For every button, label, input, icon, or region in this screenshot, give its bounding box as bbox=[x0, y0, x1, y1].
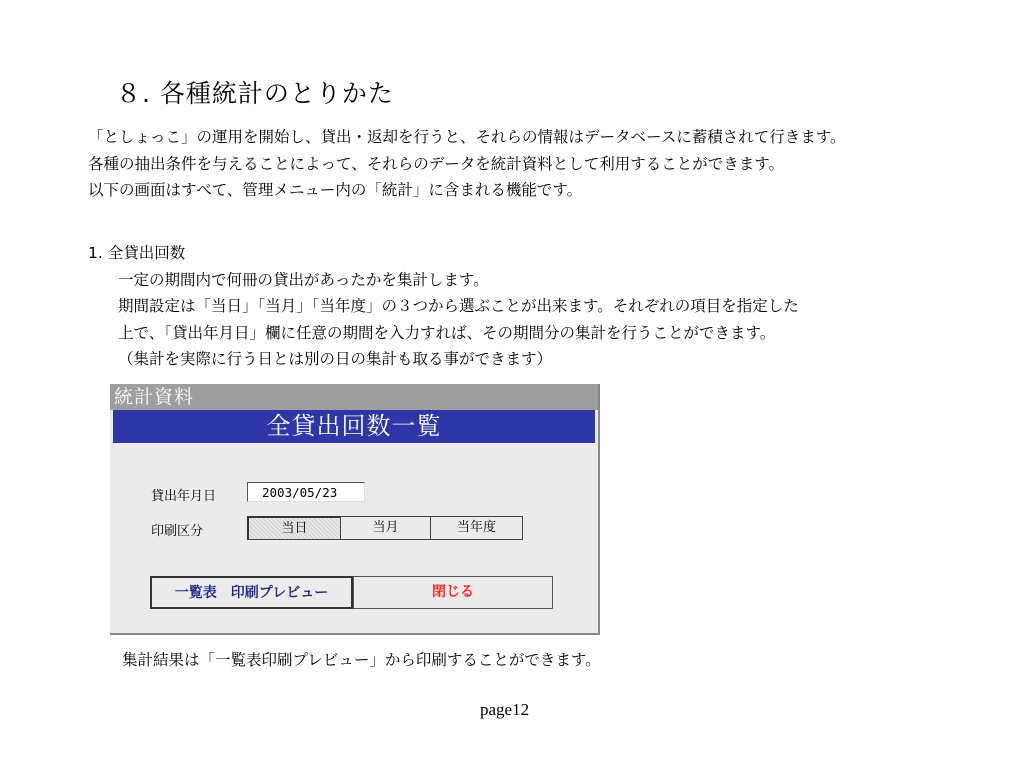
section-line: （集計を実際に行う日とは別の日の集計も取る事ができます） bbox=[118, 350, 553, 368]
date-input[interactable]: 2003/05/23 bbox=[247, 482, 365, 502]
section-line: 上で、「貸出年月日」欄に任意の期間を入力すれば、その期間分の集計を行うことができます。 bbox=[118, 323, 776, 342]
date-row bbox=[151, 485, 247, 504]
caption: 集計結果は「一覧表印刷プレビュー」から印刷することができます。 bbox=[122, 651, 601, 669]
section-line: 一定の期間内で何冊の貸出があったかを集計します。 bbox=[118, 270, 489, 289]
dialog-banner: 全貸出回数一覧 bbox=[113, 410, 595, 443]
section-1 bbox=[88, 240, 799, 373]
intro-line: 各種の抽出条件を与えることによって、それらのデータを統計資料として利用することができます。 bbox=[88, 154, 784, 173]
print-preview-button[interactable]: 一覧表 印刷プレビュー bbox=[150, 576, 353, 609]
print-label: 印刷区分 bbox=[151, 524, 204, 539]
segment-today[interactable]: 当日 bbox=[247, 516, 341, 540]
section-line: 期間設定は「当日」「当月」「当年度」の３つから選ぶことが出来ます。それぞれの項目を指定した bbox=[118, 297, 799, 315]
page-number: page12 bbox=[480, 700, 530, 719]
intro-paragraph bbox=[88, 124, 846, 204]
segment-month[interactable]: 当月 bbox=[340, 516, 431, 540]
intro-line: 以下の画面はすべて、管理メニュー内の「統計」に含まれる機能です。 bbox=[88, 181, 583, 199]
print-row bbox=[151, 520, 247, 539]
page-title: ８. 各種統計のとりかた bbox=[116, 79, 394, 108]
statistics-dialog bbox=[110, 384, 600, 635]
close-button[interactable]: 閉じる bbox=[353, 576, 553, 609]
intro-line: 「としょっこ」の運用を開始し、貸出・返却を行うと、それらの情報はデータベースに蓄積されて行きます。 bbox=[88, 128, 846, 146]
section-heading: 1. 全貸出回数 bbox=[88, 244, 186, 262]
dialog-title-bar: 統計資料 bbox=[110, 384, 598, 410]
segment-fiscal-year[interactable]: 当年度 bbox=[430, 516, 523, 540]
date-label: 貸出年月日 bbox=[151, 489, 217, 504]
